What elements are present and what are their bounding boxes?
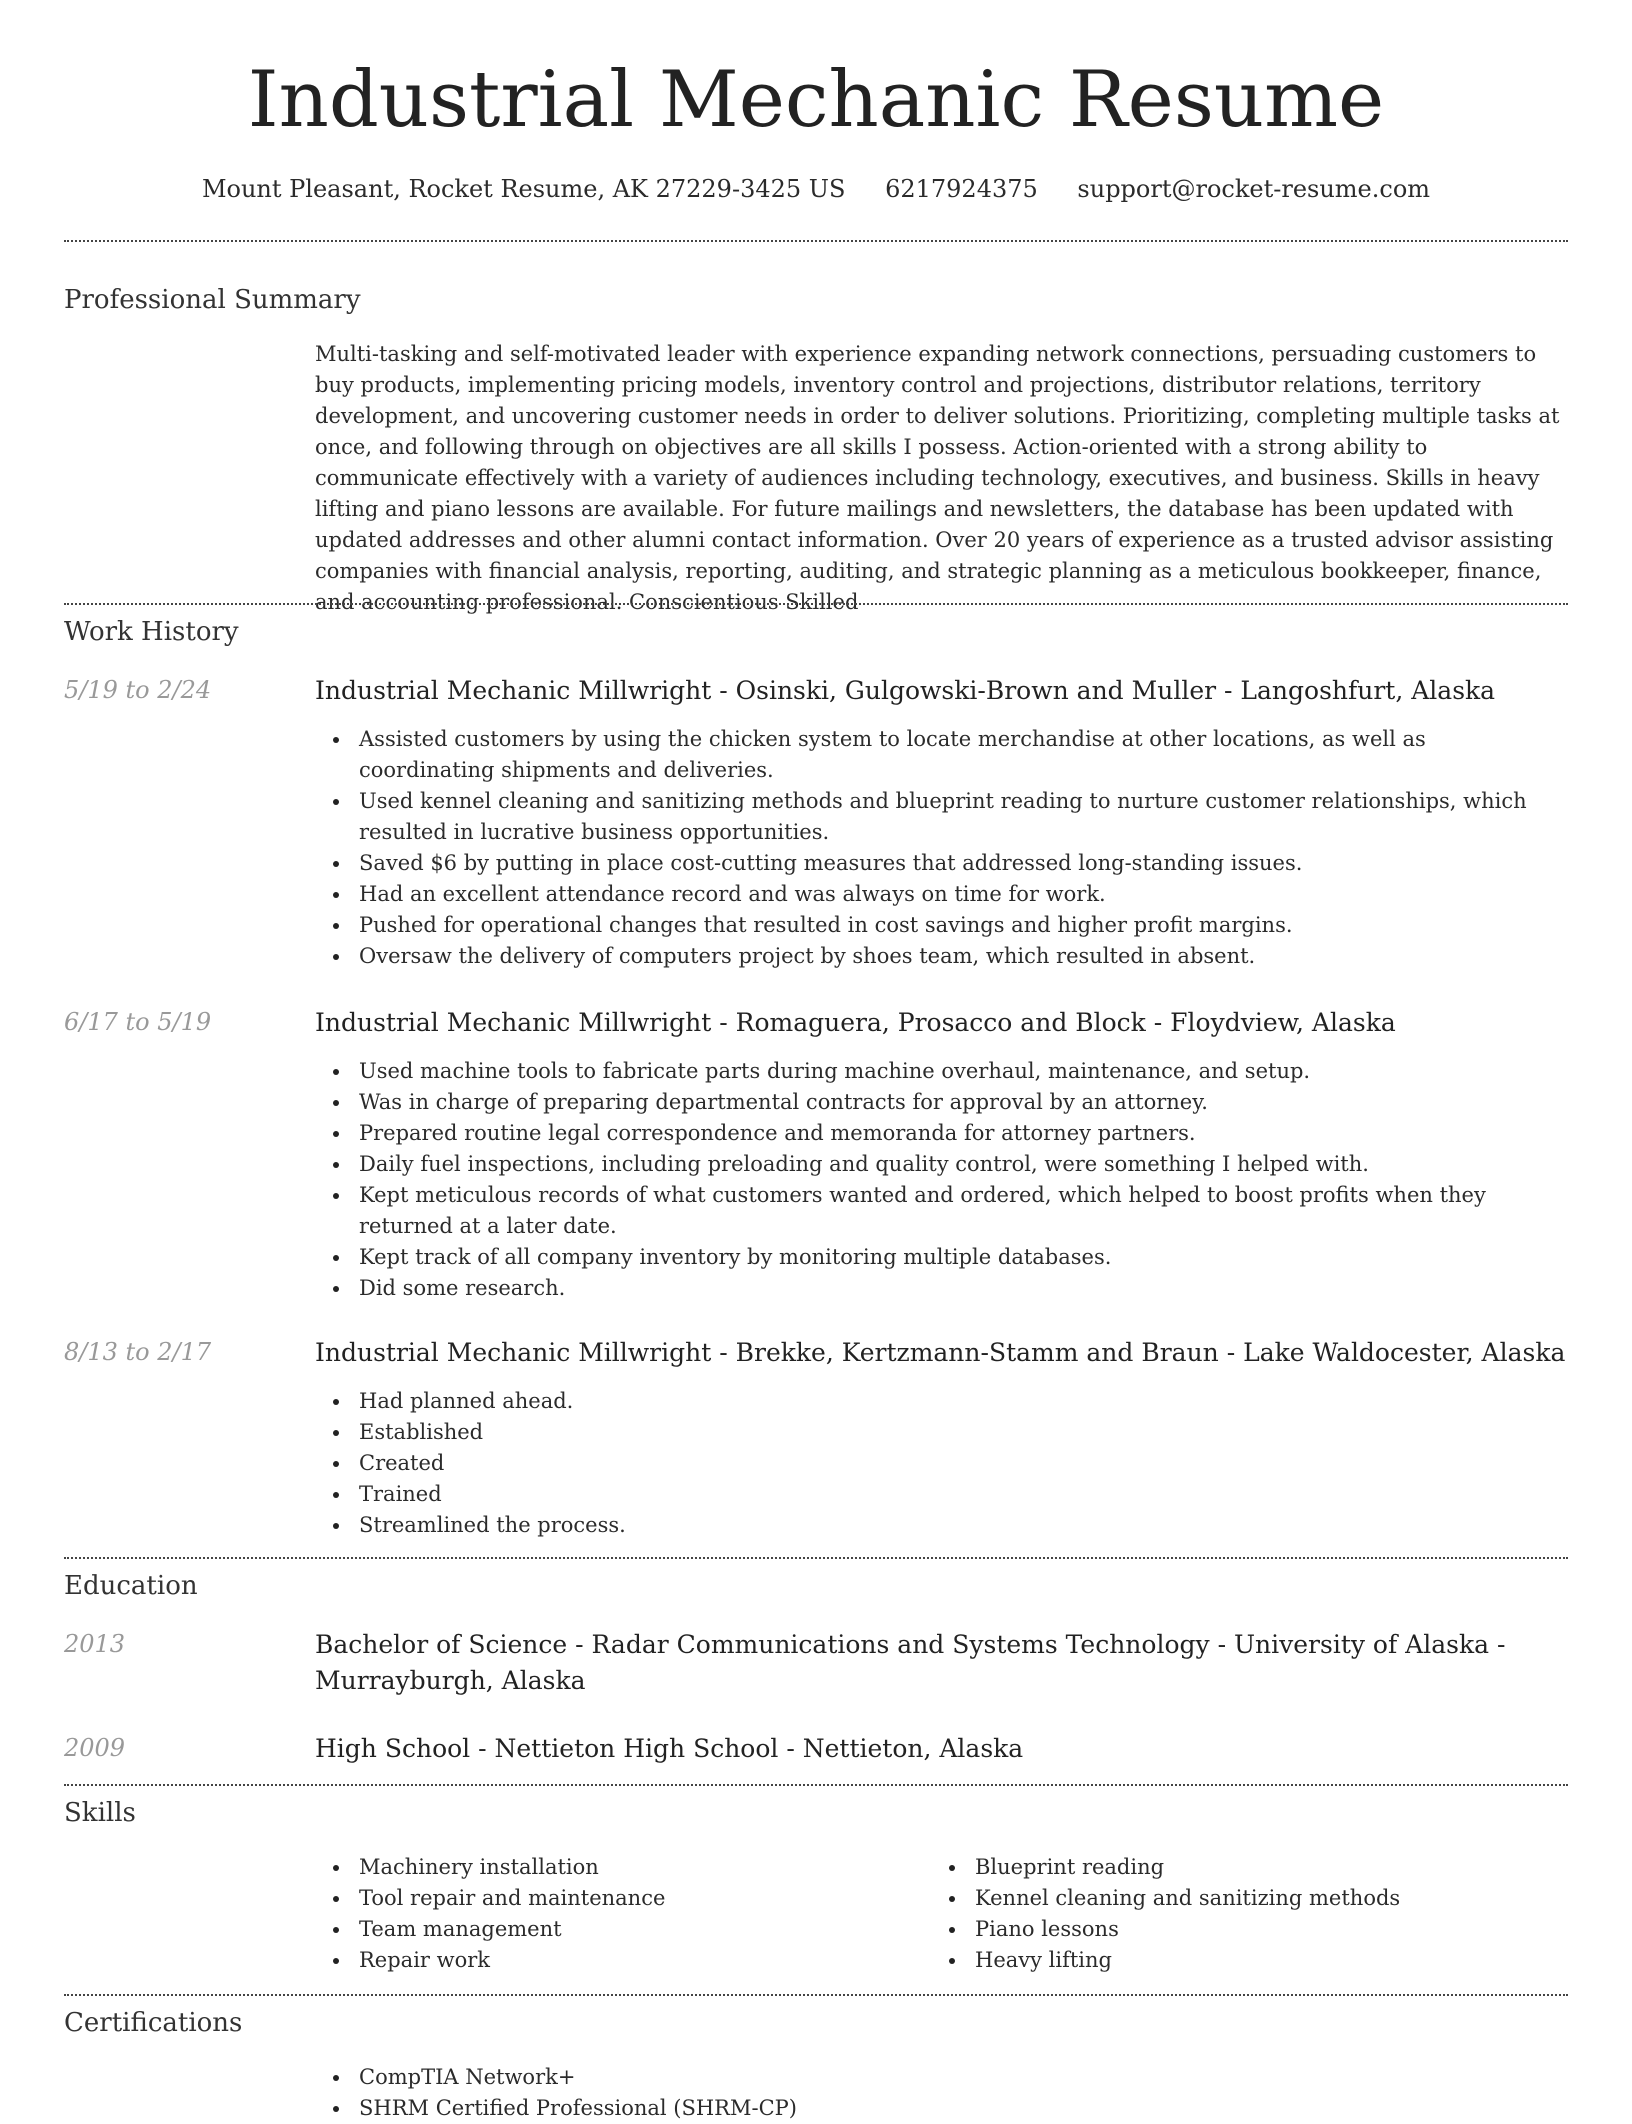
skill-item: Team management	[359, 1914, 931, 1945]
contact-line	[0, 170, 1632, 208]
job-bullet: Oversaw the delivery of computers project by shoes team, which resulted in absent.	[359, 941, 1567, 972]
skills-list-right	[931, 1852, 1547, 1976]
job-bullet: Saved $6 by putting in place cost-cutting measures that addressed long-standing issues.	[359, 848, 1567, 879]
summary-heading: Professional Summary	[64, 285, 361, 315]
job-bullet: Had planned ahead.	[359, 1386, 1567, 1417]
skill-item: Tool repair and maintenance	[359, 1883, 931, 1914]
education-year: 2013	[64, 1630, 126, 1658]
job-bullet: Daily fuel inspections, including preloading and quality control, were something I helped with.	[359, 1149, 1567, 1180]
skills-heading: Skills	[64, 1798, 136, 1828]
section-divider	[64, 1784, 1568, 1786]
job-title: Industrial Mechanic Millwright - Osinski, Gulgowski-Brown and Muller - Langoshfurt, Alaska	[315, 676, 1496, 705]
job-bullet: Assisted customers by using the chicken system to locate merchandise at other locations, as well as coordinating shipments and deliveries.	[359, 724, 1567, 786]
certifications-heading: Certifications	[64, 2008, 243, 2038]
resume-title: Industrial Mechanic Resume	[247, 55, 1385, 145]
education-entry: Bachelor of Science - Radar Communications and Systems Technology - University of Alaska - Murrayburgh, Alaska	[315, 1630, 1506, 1695]
job-title: Industrial Mechanic Millwright - Brekke, Kertzmann-Stamm and Braun - Lake Waldocester, Alaska	[315, 1338, 1566, 1367]
skill-item: Blueprint reading	[975, 1852, 1547, 1883]
job-dates: 6/17 to 5/19	[64, 1008, 212, 1036]
job-bullet: Pushed for operational changes that resulted in cost savings and higher profit margins.	[359, 910, 1567, 941]
job-bullets	[315, 724, 1567, 972]
job-bullet: Kept meticulous records of what customers wanted and ordered, which helped to boost profits when they returned at a later date.	[359, 1180, 1567, 1242]
job-bullet: Kept track of all company inventory by monitoring multiple databases.	[359, 1242, 1567, 1273]
job-bullet: Did some research.	[359, 1273, 1567, 1304]
certification-item: CompTIA Network+	[359, 2062, 1567, 2093]
skill-item: Piano lessons	[975, 1914, 1547, 1945]
job-bullets	[315, 1056, 1567, 1304]
section-divider	[64, 1557, 1568, 1559]
job-bullet: Was in charge of preparing departmental contracts for approval by an attorney.	[359, 1087, 1567, 1118]
summary-text: Multi-tasking and self-motivated leader with experience expanding network connections, persuading customers to buy products, implementing pricing models, inventory control and projections, distributor relations, territory development, and uncovering customer needs in order to deliver solutions. Prioritizing, completing multiple tasks at once, and following through on objectives are all skills I possess. Action-oriented with a strong ability to communicate effectively with a variety of audiences including technology, executives, and business. Skills in heavy lifting and piano lessons are available. For future mailings and newsletters, the database has been updated with updated addresses and other alumni contact information. Over 20 years of experience as a trusted advisor assisting companies with financial analysis, reporting, auditing, and strategic planning as a meticulous bookkeeper, finance, and accounting professional. Conscientious Skilled	[315, 342, 1560, 614]
job-dates: 8/13 to 2/17	[64, 1338, 212, 1366]
job-title: Industrial Mechanic Millwright - Romaguera, Prosacco and Block - Floydview, Alaska	[315, 1008, 1396, 1037]
education-entry: High School - Nettieton High School - Nettieton, Alaska	[315, 1734, 1024, 1763]
skill-item: Kennel cleaning and sanitizing methods	[975, 1883, 1547, 1914]
skills-list-left	[315, 1852, 931, 1976]
skill-item: Repair work	[359, 1945, 931, 1976]
job-bullet: Used machine tools to fabricate parts during machine overhaul, maintenance, and setup.	[359, 1056, 1567, 1087]
section-divider	[64, 1994, 1568, 1996]
certification-item: SHRM Certified Professional (SHRM-CP)	[359, 2093, 1567, 2124]
education-heading: Education	[64, 1571, 198, 1601]
job-bullets	[315, 1386, 1567, 1541]
job-bullet: Created	[359, 1448, 1567, 1479]
job-bullet: Trained	[359, 1479, 1567, 1510]
job-bullet: Streamlined the process.	[359, 1510, 1567, 1541]
contact-email: support@rocket-resume.com	[1077, 175, 1431, 203]
skill-item: Machinery installation	[359, 1852, 931, 1883]
skill-item: Heavy lifting	[975, 1945, 1547, 1976]
job-bullet: Established	[359, 1417, 1567, 1448]
certifications-list	[315, 2062, 1567, 2124]
contact-address: Mount Pleasant, Rocket Resume, AK 27229-3425 US	[201, 175, 846, 203]
education-year: 2009	[64, 1734, 126, 1762]
job-bullet: Had an excellent attendance record and was always on time for work.	[359, 879, 1567, 910]
job-dates: 5/19 to 2/24	[64, 676, 212, 704]
job-bullet: Prepared routine legal correspondence and memoranda for attorney partners.	[359, 1118, 1567, 1149]
section-divider	[64, 240, 1568, 242]
section-divider	[64, 603, 1568, 605]
work-history-heading: Work History	[64, 617, 239, 647]
job-bullet: Used kennel cleaning and sanitizing methods and blueprint reading to nurture customer relationships, which resulted in lucrative business opportunities.	[359, 786, 1567, 848]
contact-phone: 6217924375	[885, 175, 1038, 203]
